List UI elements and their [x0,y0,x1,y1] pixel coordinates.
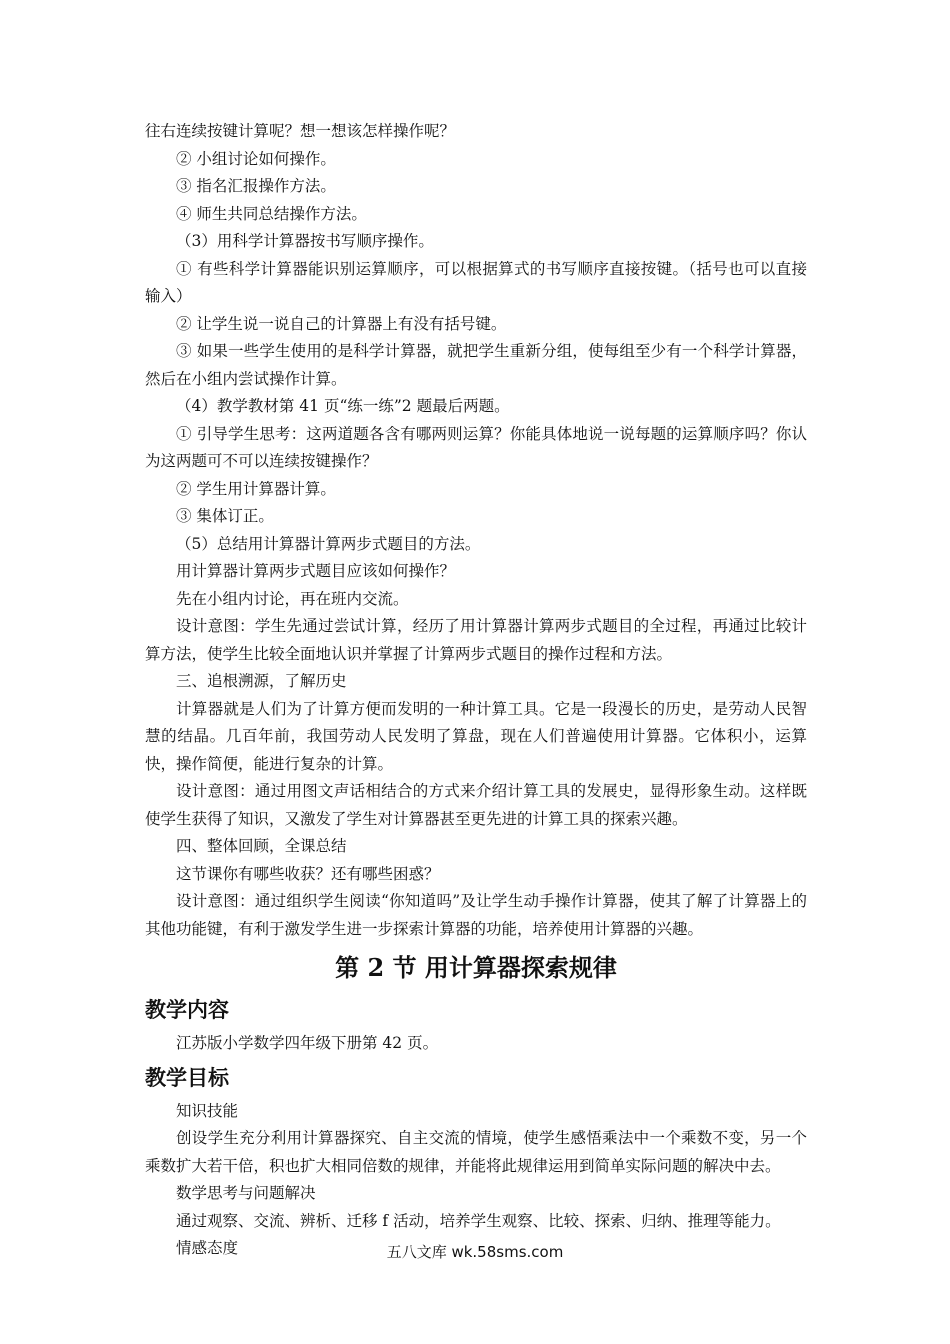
paragraph: ② 让学生说一说自己的计算器上有没有括号键。 [176,314,507,333]
paragraph: 设计意图：通过用图文声话相结合的方式来介绍计算工具的发展史，显得形象生动。这样既使学生获得了知识，又激发了学生对计算器甚至更先进的计算工具的探索兴趣。 [145,782,807,828]
paragraph: 先在小组内讨论，再在班内交流。 [176,589,409,608]
paragraph: （3）用科学计算器按书写顺序操作。 [176,232,434,250]
top-paragraphs [145,118,807,943]
paragraph: 计算器就是人们为了计算方便而发明的一种计算工具。它是一段漫长的历史，是劳动人民智慧的结晶。几百年前，我国劳动人民发明了算盘，现在人们普遍使用计算器。它体积小，运算快，操作简便，能进行复杂的计算。 [145,699,807,773]
paragraph: ② 学生用计算器计算。 [176,479,336,498]
paragraph: 用计算器计算两步式题目应该如何操作？ [176,562,456,580]
chapter-title: 第 2 节 用计算器探索规律 [335,953,617,982]
paragraph: 江苏版小学数学四年级下册第 42 页。 [176,1034,439,1052]
paragraph: ③ 指名汇报操作方法。 [176,177,336,195]
paragraph: 设计意图：学生先通过尝试计算，经历了用计算器计算两步式题目的全过程，再通过比较计算方法，使学生比较全面地认识并掌握了计算两步式题目的操作过程和方法。 [145,617,807,663]
paragraph: 这节课你有哪些收获？还有哪些困惑？ [176,864,440,883]
paragraph: ④ 师生共同总结操作方法。 [176,204,367,223]
paragraph: 知识技能 [176,1101,239,1120]
paragraph: 创设学生充分利用计算器探究、自主交流的情境，使学生感悟乘法中一个乘数不变，另一个乘数扩大若干倍，积也扩大相同倍数的规律，并能将此规律运用到简单实际问题的解决中去。 [145,1129,807,1175]
paragraph: 设计意图：通过组织学生阅读“你知道吗”及让学生动手操作计算器，使其了解了计算器上的其他功能键，有利于激发学生进一步探索计算器的功能，培养使用计算器的兴趣。 [145,892,807,938]
paragraph: ③ 集体订正。 [176,507,274,525]
paragraph: ① 引导学生思考：这两道题各含有哪两则运算？你能具体地说一说每题的运算顺序吗？你认为这两题可不可以连续按键操作？ [145,424,807,470]
paragraph: （5）总结用计算器计算两步式题目的方法。 [176,534,481,553]
section-heading-content: 教学内容 [145,997,229,1022]
paragraph: 情感态度 [176,1239,239,1257]
paragraph: ② 小组讨论如何操作。 [176,149,336,168]
document-body [145,118,807,1263]
paragraph: 三、追根溯源，了解历史 [176,672,347,690]
page-footer: 五八文库 wk.58sms.com [386,1243,564,1261]
paragraph: 通过观察、交流、辨析、迁移 f 活动，培养学生观察、比较、探索、归纳、推理等能力。 [176,1211,781,1230]
paragraph: ③ 如果一些学生使用的是科学计算器，就把学生重新分组，使每组至少有一个科学计算器，然后在小组内尝试操作计算。 [145,342,807,388]
paragraph: 往右连续按键计算呢？想一想该怎样操作呢？ [145,122,456,140]
paragraph: 四、整体回顾，全课总结 [176,837,347,855]
paragraph: 数学思考与问题解决 [176,1184,316,1202]
paragraph: ① 有些科学计算器能识别运算顺序，可以根据算式的书写顺序直接按键。（括号也可以直接输入） [145,259,807,305]
section-heading-goals: 教学目标 [145,1064,229,1090]
paragraph: （4）教学教材第 41 页“练一练”2 题最后两题。 [176,397,510,415]
